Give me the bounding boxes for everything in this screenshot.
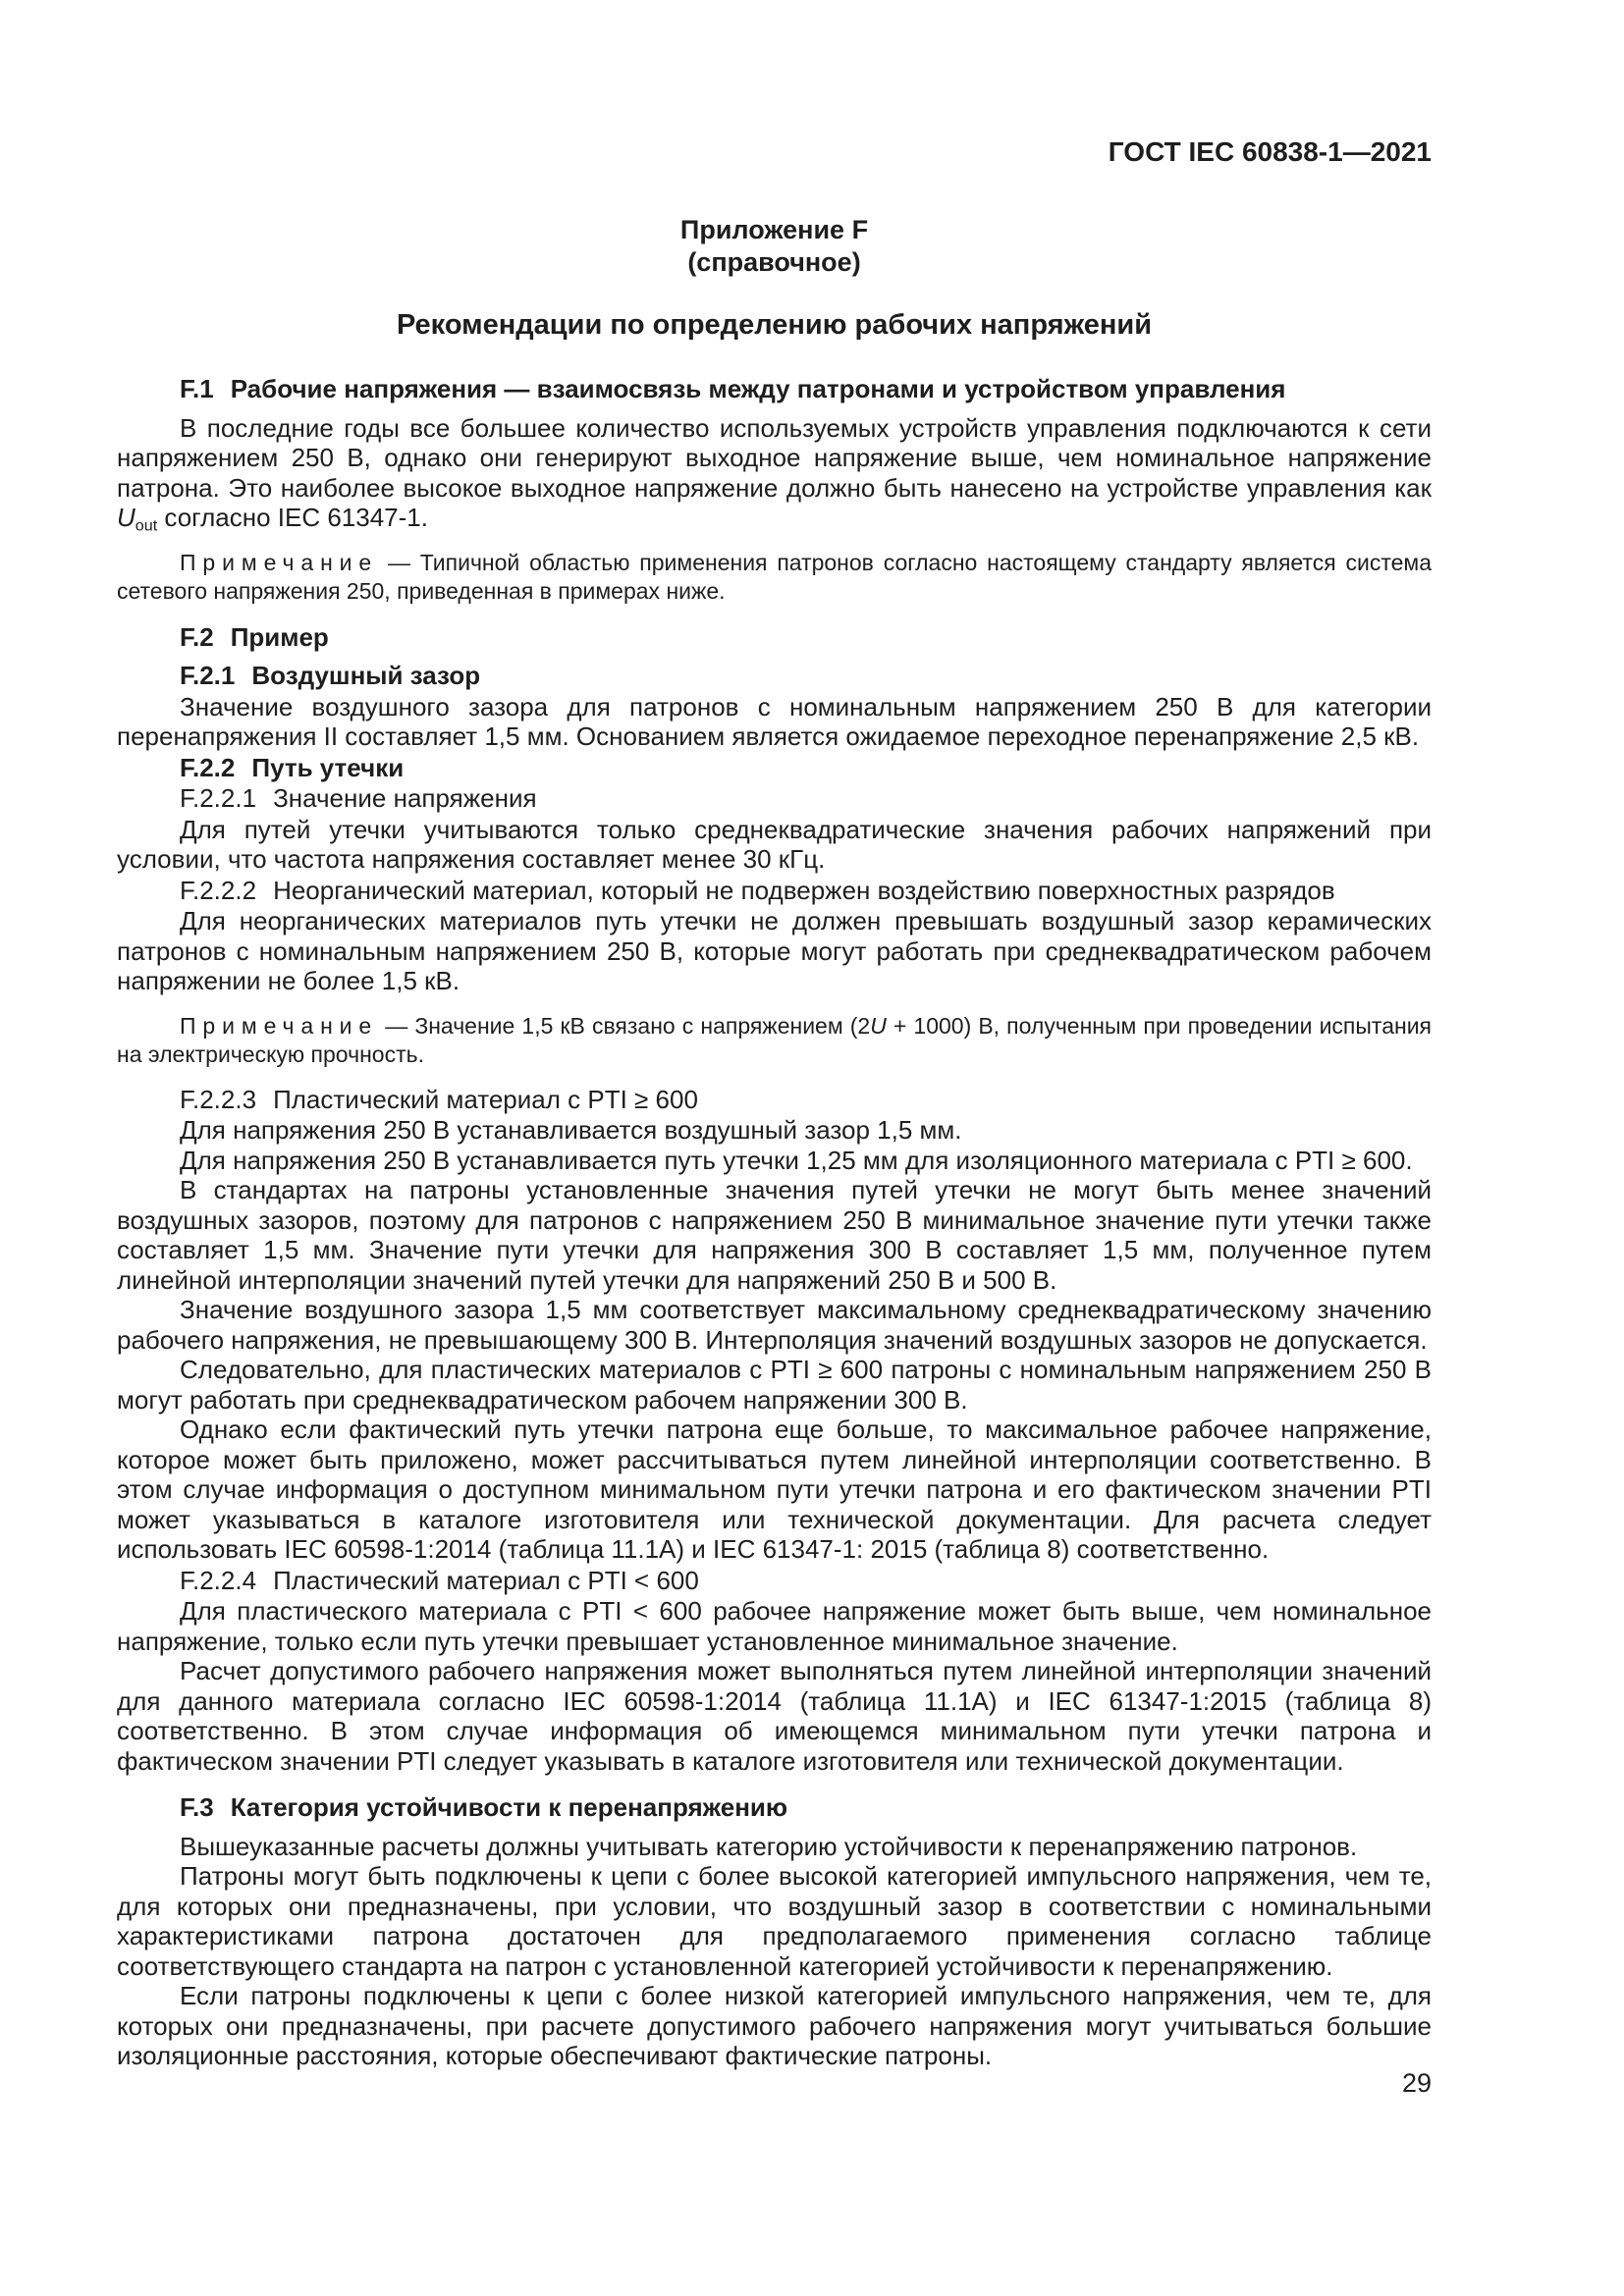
- section-title: Значение напряжения: [273, 783, 537, 813]
- note: [117, 549, 1432, 606]
- paragraph: [117, 1175, 1432, 1295]
- section-heading-f-2: [117, 622, 1432, 653]
- section-number: F.2.2: [180, 752, 236, 782]
- text-run: Для напряжения 250 В устанавливается воздушный зазор 1,5 мм.: [180, 1115, 962, 1145]
- note-label: Примечание: [180, 549, 379, 575]
- text-run: Значение воздушного зазора для патронов с номинальным напряжением 250 В для категории перенапряжения II составляет 1,5 мм. Основанием является ожидаемое переходное перенапряжение 2,5 кВ.: [117, 691, 1432, 751]
- text-run: Для путей утечки учитываются только среднеквадратические значения рабочих напряжений при условии, что частота напряжения составляет менее 30 кГц.: [117, 814, 1432, 874]
- section-number: F.2.2.1: [180, 783, 257, 813]
- section-heading-f-2-2: [117, 753, 1432, 783]
- appendix-block: [117, 214, 1432, 279]
- section-number: F.3: [180, 1792, 214, 1822]
- text-run: В последние годы все большее количество используемых устройств управления подключаются к сети напряжением 250 В, однако они генерируют выходное напряжение выше, чем номинальное напряжение патрона. Это наиболее высокое выходное напряжение должно быть нанесено на устройстве управления как: [117, 412, 1432, 503]
- paragraph: [117, 906, 1432, 996]
- paragraph: [117, 1981, 1432, 2071]
- text-run: Для пластического материала с PTI < 600 рабочее напряжение может быть выше, чем номинальное напряжение, только если путь утечки превышает установленное минимальное значение.: [117, 1596, 1432, 1656]
- section-heading-f-2-1: [117, 661, 1432, 691]
- text-run: Патроны могут быть подключены к цепи с более высокой категорией импульсного напряжения, чем те, для которых они предназначены, при условии, что воздушный зазор в соответствии с номинальными характеристиками патрона достаточен для предполагаемого применения согласно таблице соответствующего стандарта на патрон с установленной категорией устойчивости к перенапряжению.: [117, 1861, 1432, 1981]
- note: [117, 1012, 1432, 1069]
- note-label: Примечание: [180, 1012, 379, 1039]
- paragraph: [117, 413, 1432, 533]
- section-heading-f-2-2-2: [117, 876, 1432, 906]
- section-heading-f-2-2-4: [117, 1566, 1432, 1596]
- text-run: Для напряжения 250 В устанавливается путь утечки 1,25 мм для изоляционного материала с PTI ≥ 600.: [180, 1145, 1413, 1175]
- section-title: Рабочие напряжения — взаимосвязь между патронами и устройством управления: [230, 374, 1286, 403]
- section-number: F.2.2.2: [180, 875, 257, 905]
- paragraph: [117, 1146, 1432, 1176]
- section-number: F.2.1: [180, 661, 236, 690]
- section-heading-f-3: [117, 1792, 1432, 1823]
- section-heading-f-2-2-3: [117, 1085, 1432, 1115]
- paragraph: [117, 1115, 1432, 1146]
- text-run: — Типичной областью применения патронов согласно настоящему стандарту является система сетевого напряжения 250, приведенная в примерах ниже.: [117, 549, 1432, 604]
- paragraph: [117, 692, 1432, 752]
- section-number: F.2.2.3: [180, 1084, 257, 1114]
- section-number: F.1: [180, 374, 214, 403]
- text-run: Значение воздушного зазора 1,5 мм соответствует максимальному среднеквадратическому значению рабочего напряжения, не превышающему 300 В. Интерполяция значений воздушных зазоров не допускается.: [117, 1295, 1432, 1355]
- section-number: F.2: [180, 621, 214, 652]
- section-title: Пластический материал с PTI ≥ 600: [273, 1084, 698, 1114]
- paragraph: [117, 1656, 1432, 1776]
- paragraph: [117, 1355, 1432, 1415]
- paragraph: [117, 1596, 1432, 1656]
- standard-designation: ГОСТ IEC 60838-1—2021: [1108, 136, 1432, 167]
- paragraph: [117, 1295, 1432, 1355]
- section-heading-f-1: [117, 374, 1432, 404]
- text-run: out: [135, 516, 158, 535]
- paragraph: [117, 1415, 1432, 1565]
- page-number: 29: [1401, 2068, 1432, 2098]
- section-number: F.2.2.4: [180, 1565, 257, 1595]
- paragraph: [117, 1861, 1432, 1981]
- text-run: Вышеуказанные расчеты должны учитывать категорию устойчивости к перенапряжению патронов.: [180, 1831, 1358, 1861]
- text-run: + 1000) В, полученным при проведении испытания на электрическую прочность.: [117, 1012, 1432, 1067]
- text-run: согласно IEC 61347-1.: [157, 503, 428, 532]
- text-run: Следовательно, для пластических материалов с PTI ≥ 600 патроны с номинальным напряжением 250 В могут работать при среднеквадратическом рабочем напряжении 300 В.: [117, 1355, 1432, 1415]
- section-title: Воздушный зазор: [251, 661, 481, 690]
- section-title: Пример: [230, 621, 329, 652]
- paragraph: [117, 815, 1432, 875]
- text-run: — Значение 1,5 кВ связано с напряжением (2: [378, 1012, 871, 1039]
- text-run: Расчет допустимого рабочего напряжения может выполняться путем линейной интерполяции значений для данного материала согласно IEC 60598-1:2014 (таблица 11.1А) и IEC 61347-1:2015 (таблица 8) соответственно. В этом случае информация об имеющемся минимальном пути утечки патрона и фактическом значении PTI следует указывать в каталоге изготовителя или технической документации.: [117, 1656, 1432, 1776]
- paragraph: [117, 1832, 1432, 1862]
- text-run: Для неорганических материалов путь утечки не должен превышать воздушный зазор керамических патронов с номинальным напряжением 250 В, которые могут работать при среднеквадратическом рабочем напряжении не более 1,5 кВ.: [117, 906, 1432, 995]
- text-run: U: [870, 1012, 887, 1039]
- document-body: [117, 374, 1432, 2071]
- section-title: Категория устойчивости к перенапряжению: [230, 1792, 788, 1822]
- appendix-label: Приложение F: [679, 215, 869, 244]
- page-content: [117, 135, 1432, 2071]
- section-title: Путь утечки: [251, 752, 405, 782]
- section-title: Неорганический материал, который не подвержен воздействию поверхностных разрядов: [273, 875, 1335, 905]
- section-title: Пластический материал с PTI < 600: [273, 1565, 699, 1595]
- appendix-kind: (справочное): [687, 247, 861, 277]
- text-run: U: [117, 503, 135, 532]
- text-run: Однако если фактический путь утечки патрона еще больше, то максимальное рабочее напряжение, которое может быть приложено, может рассчитываться путем линейной интерполяции соответственно. В этом случае информация о доступном минимальном пути утечки патрона и его фактическом значении PTI может указываться в каталоге изготовителя или технической документации. Для расчета следует использовать IEC 60598-1:2014 (таблица 11.1А) и IEC 61347-1: 2015 (таблица 8) соответственно.: [117, 1415, 1432, 1564]
- text-run: В стандартах на патроны установленные значения путей утечки не могут быть менее значений воздушных зазоров, поэтому для патронов с напряжением 250 В минимальное значение пути утечки также составляет 1,5 мм. Значение пути утечки для напряжения 300 В составляет 1,5 мм, полученное путем линейной интерполяции значений путей утечки для напряжений 250 В и 500 В.: [117, 1175, 1432, 1295]
- section-heading-f-2-2-1: [117, 783, 1432, 814]
- text-run: Если патроны подключены к цепи с более низкой категорией импульсного напряжения, чем те, для которых они предназначены, при расчете допустимого рабочего напряжения могут учитываться большие изоляционные расстояния, которые обеспечивают фактические патроны.: [117, 1981, 1432, 2070]
- appendix-title: Рекомендации по определению рабочих напряжений: [396, 309, 1153, 341]
